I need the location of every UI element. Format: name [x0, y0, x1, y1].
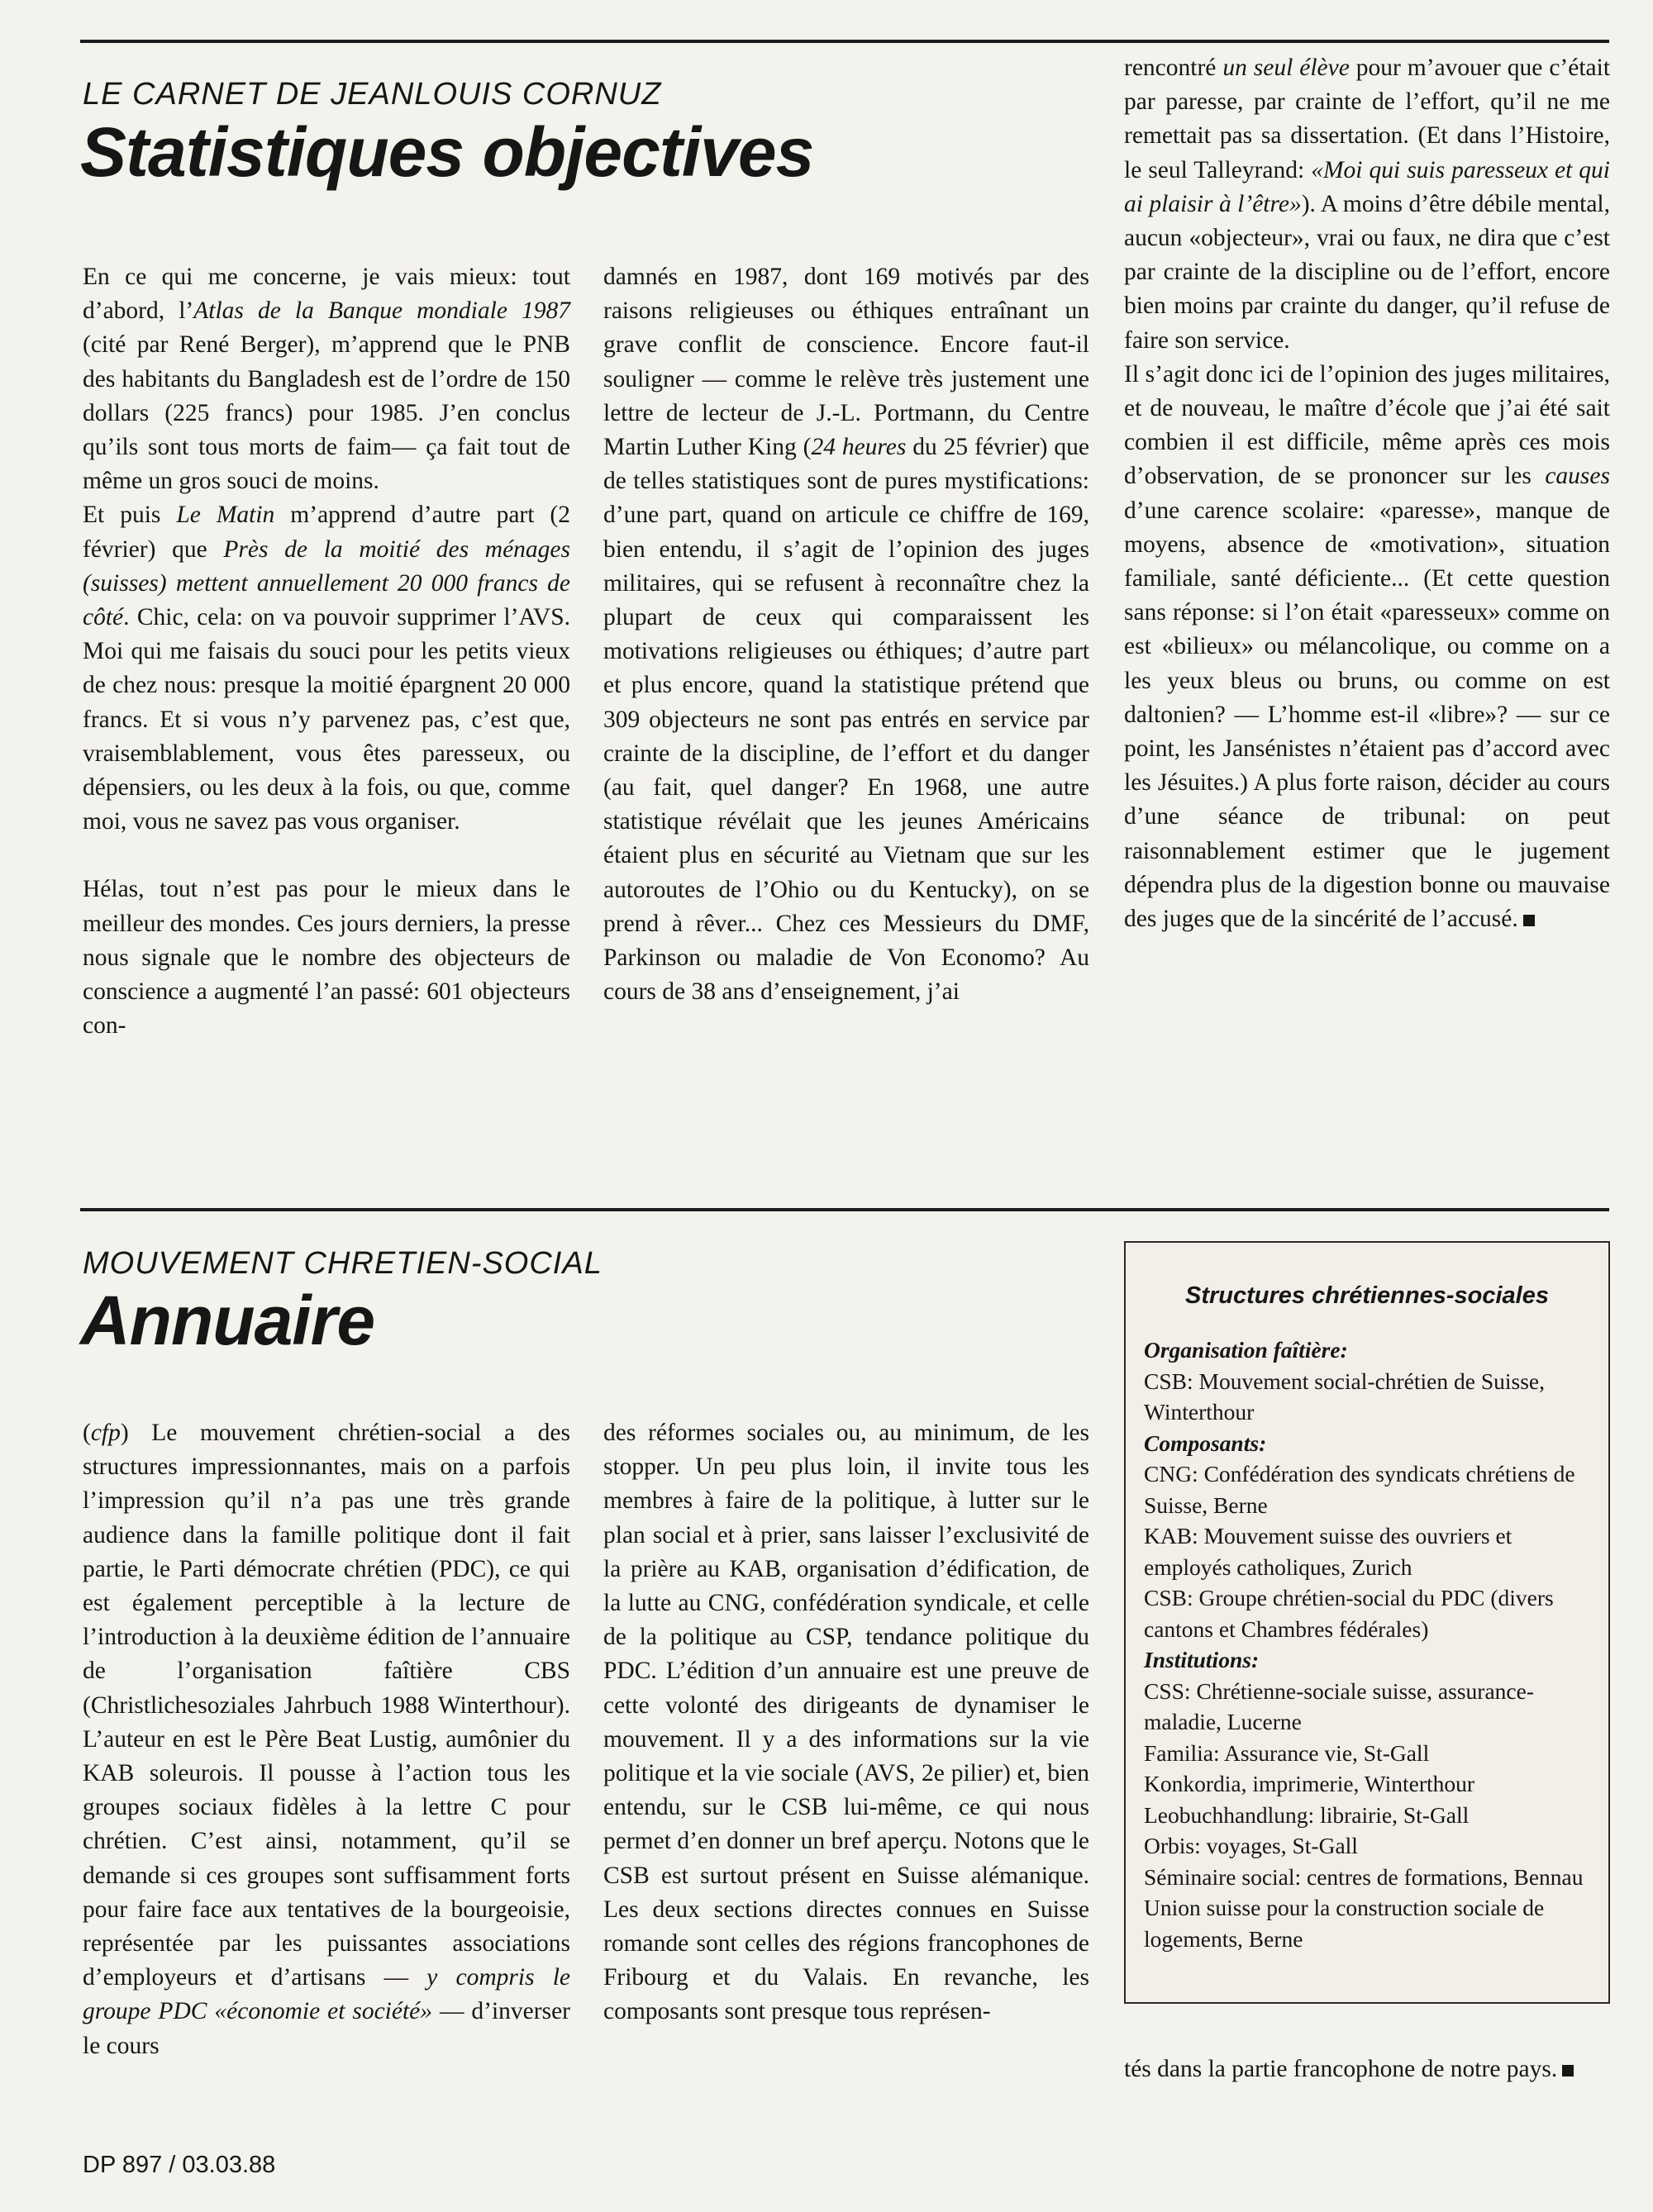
article1-column-1 — [83, 260, 570, 1043]
article1-column-2 — [603, 260, 1089, 1009]
sidebar-entry: KAB: Mouvement suisse des ouvriers et employés catholiques, Zurich — [1144, 1523, 1512, 1580]
sidebar-heading: Composants: — [1144, 1429, 1267, 1456]
end-mark-icon — [1523, 915, 1535, 926]
paragraph: rencontré un seul élève pour m’avouer que c’était par paresse, par crainte de l’effort, qu’il ne me remettait pas sa dissertation. (Et dans l’Histoire, le seul Talleyrand: «Moi qui suis paresseux et qui ai plaisir à l’être»). A moins d’être débile mental, aucun «objecteur», vrai ou faux, ne dira que c’est par crainte de la discipline ou de l’effort, encore bien moins par crainte du danger, qu’il refuse de faire son service. — [1124, 55, 1611, 354]
end-mark-icon — [1562, 2065, 1574, 2076]
paragraph: Il s’agit donc ici de l’opinion des juges militaires, et de nouveau, le maître d’école que j’ai été sait combien il est difficile, même après ces mois d’observation, de se prononcer sur les causes d’une carence scolaire: «paresse», manque de moyens, absence de «motivation», situation familiale, santé déficiente... (Et cette question sans réponse: si l’on était «paresseux» comme on est «bilieux» ou mélancolique, ou comme on a les yeux bleus ou bruns, ou comme on est daltonien? — L’homme est-il «libre»? — sur ce point, les Jansénistes n’étaient pas d’accord avec les Jésuites.) A plus forte raison, décider au cours d’une séance de tribunal: on peut raisonnablement estimer que le jugement dépendra plus de la digestion bonne ou mauvaise des juges que de la sincérité de l’accusé. — [1124, 360, 1610, 933]
sidebar-entry: Orbis: voyages, St-Gall — [1144, 1833, 1358, 1858]
sidebar-entry: Union suisse pour la construction sociale de logements, Berne — [1144, 1895, 1545, 1952]
article1-column-3 — [1124, 51, 1610, 936]
page-folio: DP 897 / 03.03.88 — [83, 2152, 276, 2178]
sidebar-body — [1126, 1334, 1608, 1954]
sidebar-entry: Leobuchhandlung: librairie, St-Gall — [1144, 1801, 1470, 1828]
article2-kicker: MOUVEMENT CHRETIEN-SOCIAL — [83, 1246, 603, 1281]
sidebar-entry: Konkordia, imprimerie, Winterthour — [1144, 1771, 1475, 1796]
top-rule — [80, 40, 1609, 43]
article1-headline: Statistiques objectives — [80, 113, 814, 191]
paragraph: Et puis Le Matin m’apprend d’autre part (2 février) que Près de la moitié des ménages (suisses) mettent annuellement 20 000 francs de côté. Chic, cela: on va pouvoir supprimer l’AVS. Moi qui me faisais du souci pour les petits vieux de chez nous: presque la moitié épargnent 20 000 francs. Et si vous n’y parvenez pas, c’est que, vraisemblablement, vous êtes paresseux, ou dépensiers, ou les deux à la fois, ou que, comme moi, vous ne savez pas vous organiser. — [83, 502, 570, 835]
sidebar-heading: Organisation faîtière: — [1144, 1337, 1348, 1363]
paragraph: En ce qui me concerne, je vais mieux: tout d’abord, l’Atlas de la Banque mondiale 1987 (cité par René Berger), m’apprend que le PNB des habitants du Bangladesh est de l’ordre de 150 dollars (225 francs) pour 1985. J’en conclus qu’ils sont tous morts de faim— ça fait tout de même un gros souci de moins. — [83, 264, 570, 495]
sidebar-entry: Séminaire social: centres de formations, Bennau — [1144, 1863, 1584, 1890]
article2-column-3 — [1124, 2053, 1610, 2086]
sidebar-entry: CNG: Confédération des syndicats chrétiens de Suisse, Berne — [1144, 1461, 1575, 1518]
sidebar-entry: CSS: Chrétienne-sociale suisse, assurance-maladie, Lucerne — [1144, 1677, 1534, 1734]
section-divider-rule — [80, 1208, 1609, 1211]
article2-headline: Annuaire — [80, 1282, 375, 1359]
paragraph: Hélas, tout n’est pas pour le mieux dans le meilleur des mondes. Ces jours derniers, la presse nous signale que le nombre des objecteurs de conscience a augmenté l’an passé: 601 objecteurs con- — [83, 876, 570, 1039]
sidebar-entry: Familia: Assurance vie, St-Gall — [1144, 1739, 1430, 1766]
article1-kicker: LE CARNET DE JEANLOUIS CORNUZ — [83, 77, 662, 112]
article2-column-2 — [603, 1416, 1089, 2029]
sidebar-entry: CSB: Groupe chrétien-social du PDC (divers cantons et Chambres fédérales) — [1144, 1585, 1554, 1642]
sidebar-box — [1124, 1241, 1610, 2004]
sidebar-heading: Institutions: — [1144, 1647, 1260, 1672]
paragraph: damnés en 1987, dont 169 motivés par des raisons religieuses ou éthiques entraînant un grave conflit de conscience. Encore faut-il souligner — comme le relève très justement une lettre de lecteur de J.-L. Portmann, du Centre Martin Luther King (24 heures du 25 février) que de telles statistiques sont de pures mystifications: d’une part, quand on articule ce chiffre de 169, bien entendu, il s’agit de l’opinion des juges militaires, qui se refusent à reconnaître chez la plupart de ceux qui comparaissent les motivations religieuses ou éthiques; d’autre part et plus encore, quand la statistique prétend que 309 objecteurs ne sont pas entrés en service par crainte de la discipline, de l’effort et du danger (au fait, quel danger? En 1968, une autre statistique révélait que les jeunes Américains étaient plus en sécurité au Vietnam que sur les autoroutes de l’Ohio ou du Kentucky), on se prend à rêver... Chez ces Messieurs du DMF, Parkinson ou maladie de Von Economo? Au cours de 38 ans d’enseignement, j’ai — [603, 264, 1089, 1006]
paragraph: des réformes sociales ou, au minimum, de les stopper. Un peu plus loin, il invite tous les membres à faire de la politique, à lutter sur le plan social et à prier, sans laisser l’exclusivité de la prière au KAB, organisation d’édification, de la lutte au CNG, confédération syndicale, et celle de la politique au CSP, tendance politique du PDC. L’édition d’un annuaire est une preuve de cette volonté des dirigeants de dynamiser le mouvement. Il y a des informations sur la vie politique et la vie sociale (AVS, 2e pilier) et, bien entendu, sur le CSB lui-même, ce qui nous permet d’en donner un bref aperçu. Notons que le CSB est surtout présent en Suisse alémanique. Les deux sections directes connues en Suisse romande sont celles des régions francophones de Fribourg et du Valais. En revanche, les composants sont presque tous représen- — [603, 1420, 1089, 2025]
article2-column-1 — [83, 1416, 570, 2063]
sidebar-entry: CSB: Mouvement social-chrétien de Suisse, Winterthour — [1144, 1368, 1545, 1425]
paragraph: tés dans la partie francophone de notre pays. — [1124, 2053, 1610, 2086]
sidebar-title: Structures chrétiennes-sociales — [1184, 1282, 1549, 1309]
paragraph: (cfp) Le mouvement chrétien-social a des structures impressionnantes, mais on a parfois l’impression qu’il n’a pas une très grande audience dans la famille politique dont il fait partie, le Parti démocrate chrétien (PDC), ce qui est également perceptible à la lecture de l’introduction à la deuxième édition de l’annuaire de l’organisation faîtière CBS (Christlichesoziales Jahrbuch 1988 Winterthour). L’auteur en est le Père Beat Lustig, aumônier du KAB soleurois. Il pousse à l’action tous les groupes sociaux fidèles à la lettre C pour chrétien. C’est ainsi, notamment, qu’il se demande si ces groupes sont suffisamment forts pour faire face aux tentatives de la bourgeoisie, représentée par les puissantes associations d’employeurs et d’artisans — y compris le groupe PDC «économie et société» — d’inverser le cours — [83, 1420, 571, 2059]
